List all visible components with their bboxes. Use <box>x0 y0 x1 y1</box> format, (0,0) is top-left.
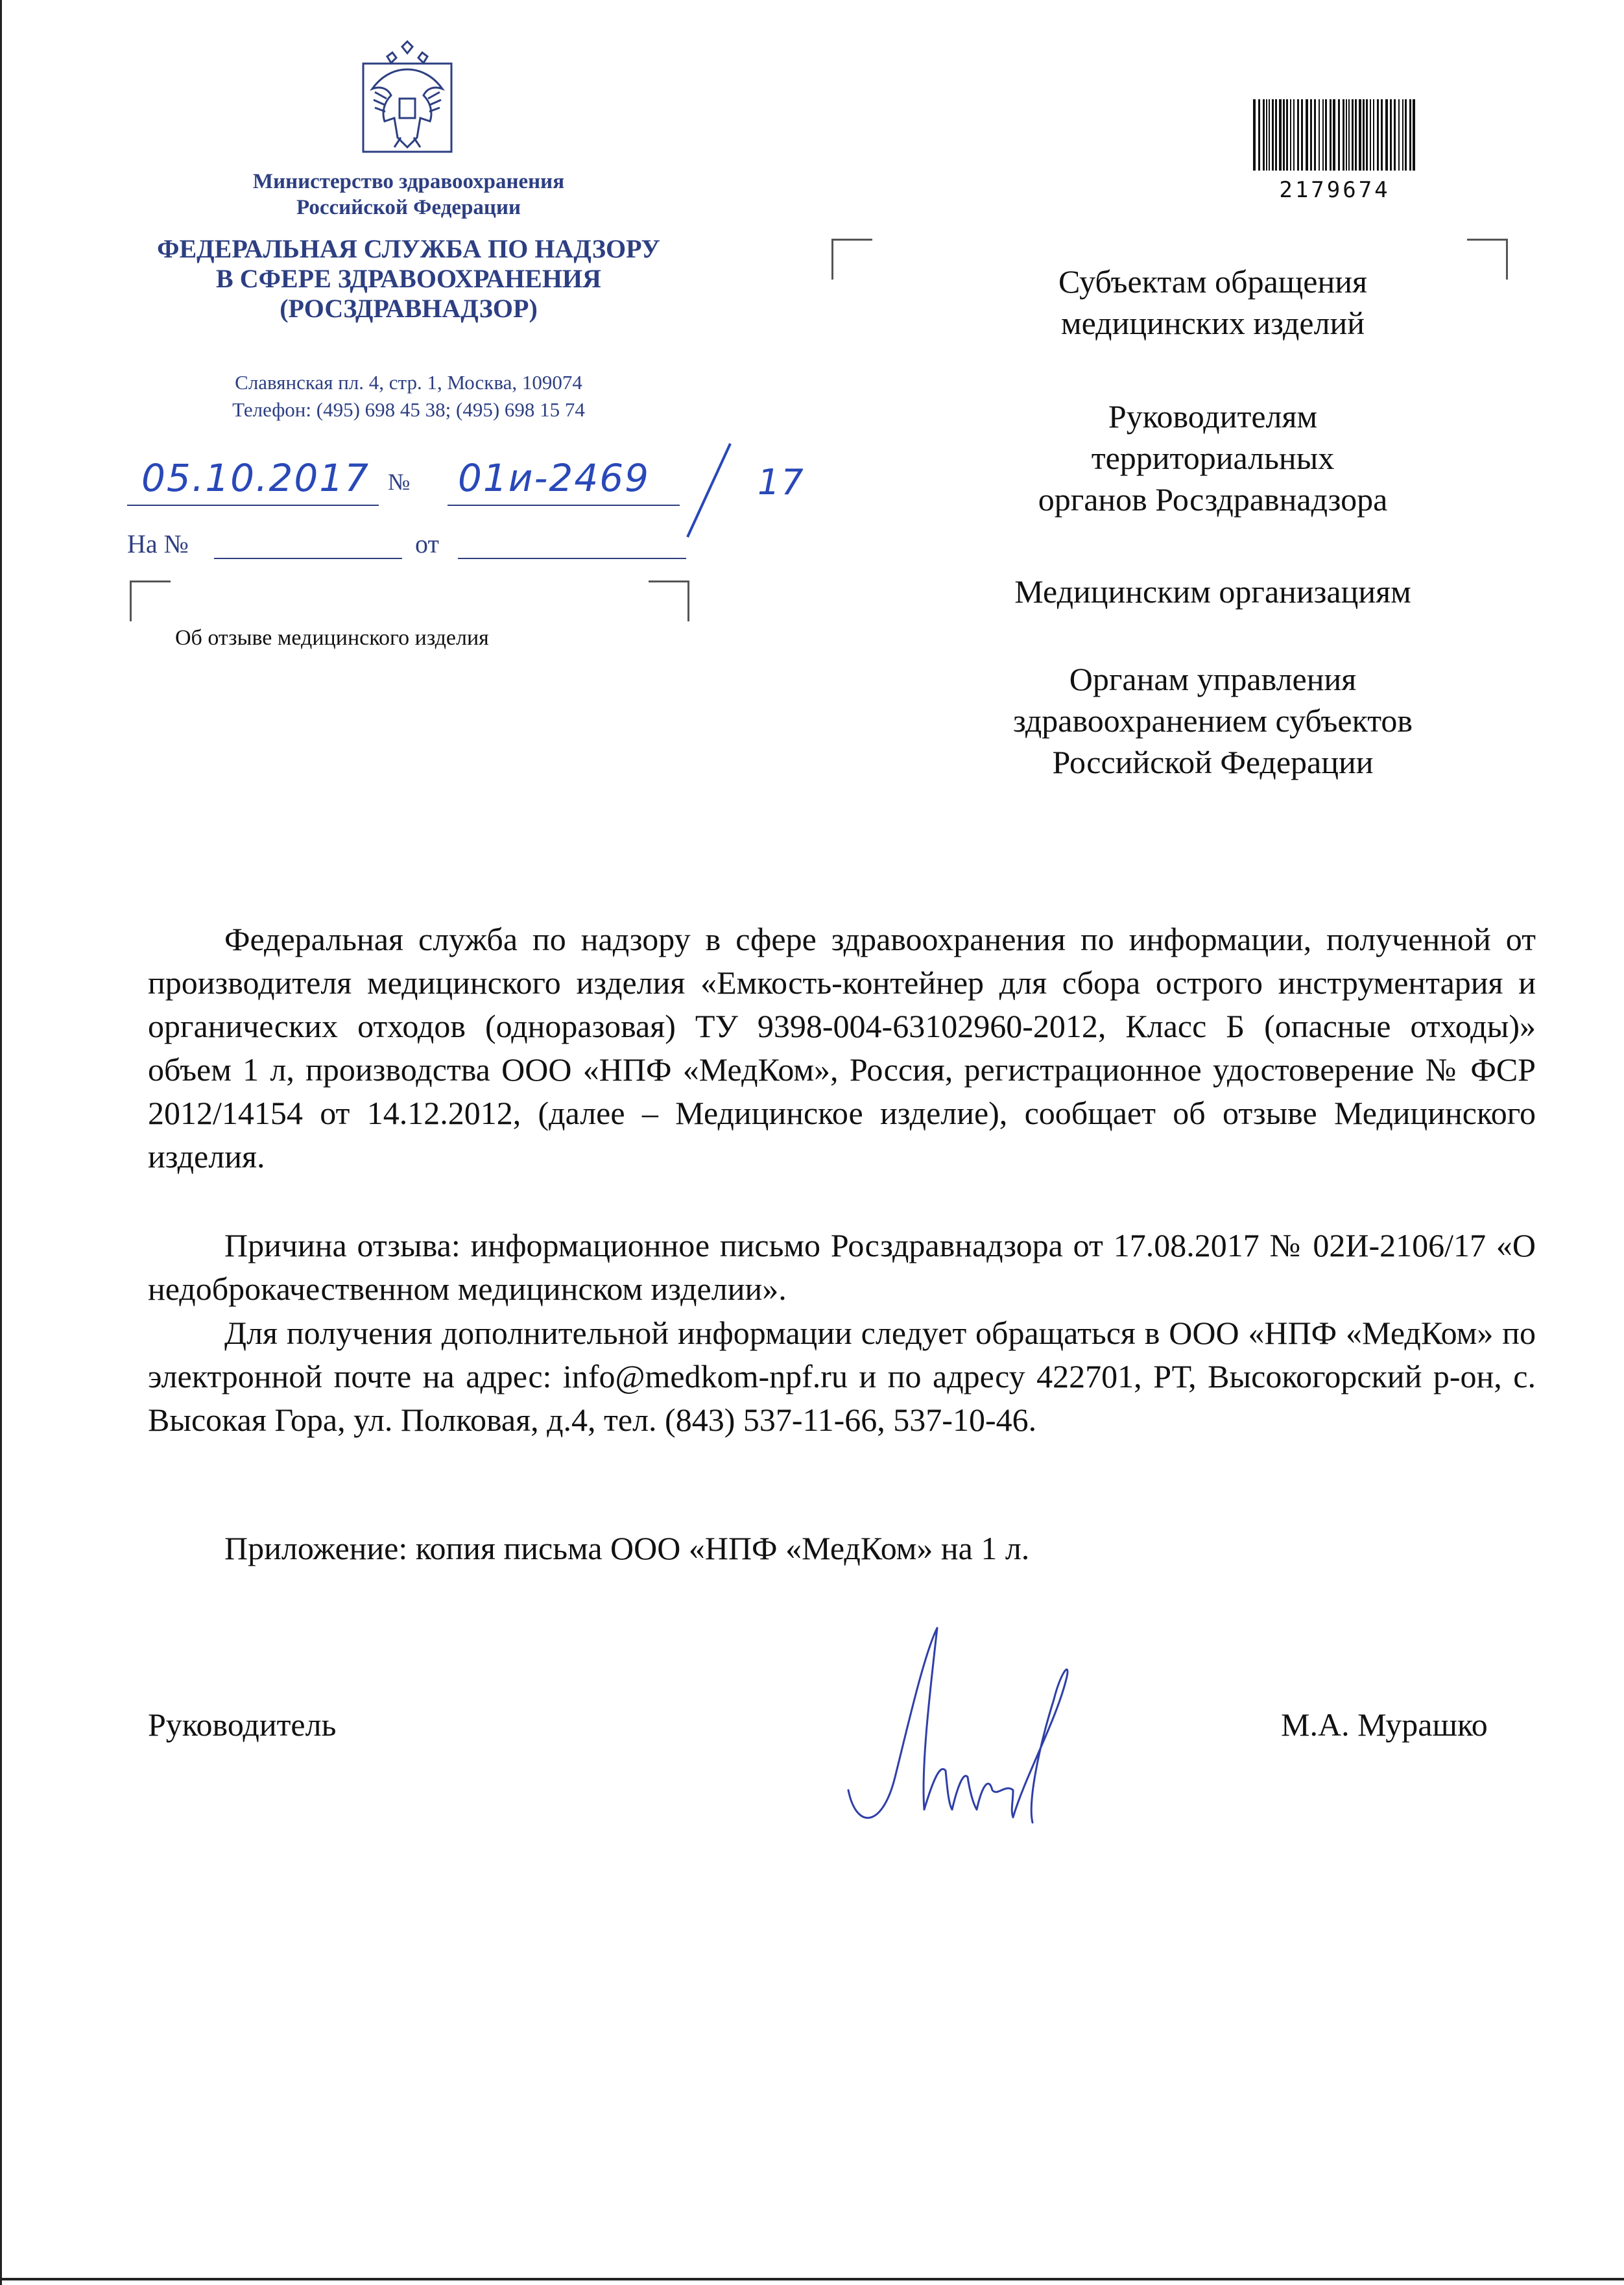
barcode-bar <box>1370 99 1371 171</box>
addressee-line: Субъектам обращения <box>1058 263 1367 300</box>
barcode-bar <box>1402 99 1403 171</box>
appendix-note: Приложение: копия письма ООО «НПФ «МедКом» на 1 л. <box>224 1530 1030 1566</box>
agency-name: (РОСЗДРАВНАДЗОР) <box>280 294 538 323</box>
body-paragraph-text: Причина отзыва: информационное письмо Росздравнадзора от 17.08.2017 № 02И-2106/17 «О недоброкачественном медицинском изделии». <box>148 1227 1536 1307</box>
ref-date-blank <box>458 558 686 559</box>
barcode-bar <box>1338 99 1340 171</box>
barcode-bar <box>1413 99 1415 171</box>
body-paragraph <box>148 1311 1536 1442</box>
barcode-bar <box>1348 99 1350 171</box>
barcode-bar <box>1398 99 1400 171</box>
number-underline <box>448 505 680 506</box>
body-paragraph <box>148 918 1536 1178</box>
barcode-bar <box>1381 99 1383 171</box>
body-paragraph <box>148 1224 1536 1311</box>
body-paragraph-text: Для получения дополнительной информации следует обращаться в ООО «НПФ «МедКом» по электронной почте на адрес: info@medkom-npf.ru и по адресу 422701, РТ, Высокогорский р-он, с. Высокая Гора, ул. Полковая, д.4, тел. (843) 537-11-66, 537-10-46. <box>148 1315 1536 1438</box>
ref-number-blank <box>214 558 402 559</box>
body-paragraph-text: Федеральная служба по надзору в сфере здравоохранения по информации, полученной от производителя медицинского изделия «Емкость-контейнер для сбора острого инструментария и органических отходов (одноразовая) ТУ 9398-004-63102960-2012, Класс Б (опасные отходы)» объем 1 л, производства ООО «НПФ «МедКом», Россия, регистрационное удостоверение № ФСР 2012/14154 от 14.12.2012, (далее – Медицинское изделие), сообщает об отзыве Медицинского изделия. <box>148 921 1536 1175</box>
registration-date: 05.10.2017 <box>141 456 370 500</box>
barcode-bar <box>1333 99 1335 171</box>
barcode-number: 2179674 <box>1279 177 1391 203</box>
barcode-bar <box>1266 99 1267 171</box>
barcode-bars <box>1253 99 1416 171</box>
barcode-bar <box>1253 99 1256 171</box>
barcode-bar <box>1377 99 1379 171</box>
registration-year: 17 <box>758 462 805 503</box>
corner-mark <box>831 239 872 280</box>
page-edge <box>0 0 2 2285</box>
barcode-bar <box>1297 99 1299 171</box>
addressee-block <box>895 658 1531 783</box>
addressee-line: здравоохранением субъектов <box>1012 702 1413 739</box>
agency-address: Славянская пл. 4, стр. 1, Москва, 109074 <box>235 371 582 394</box>
barcode-bar <box>1283 99 1285 171</box>
addressee-block <box>895 396 1531 520</box>
corner-mark <box>130 580 171 621</box>
page-edge <box>0 2278 1624 2280</box>
addressee-line: медицинских изделий <box>1060 305 1365 341</box>
coat-of-arms-icon <box>355 40 459 156</box>
barcode-bar <box>1325 99 1327 171</box>
addressee-line: органов Росздравнадзора <box>1038 481 1388 518</box>
barcode <box>1205 62 1464 232</box>
barcode-bar <box>1385 99 1388 171</box>
barcode-bar <box>1314 99 1316 171</box>
barcode-bar <box>1269 99 1270 171</box>
barcode-bar <box>1343 99 1344 171</box>
barcode-bar <box>1301 99 1303 171</box>
addressee-line: территориальных <box>1091 440 1335 476</box>
addressee-line: Медицинским организациям <box>1014 573 1411 610</box>
barcode-bar <box>1293 99 1295 171</box>
barcode-bar <box>1286 99 1288 171</box>
barcode-bar <box>1279 99 1282 171</box>
barcode-bar <box>1310 99 1312 171</box>
number-sign: № <box>388 469 411 495</box>
addressee-line: Руководителям <box>1108 398 1318 435</box>
registration-number: 01и-2469 <box>458 456 651 500</box>
addressee-line: Российской Федерации <box>1052 744 1374 780</box>
signatory-name: М.А. Мурашко <box>1281 1706 1488 1743</box>
agency-name: В СФЕРЕ ЗДРАВООХРАНЕНИЯ <box>216 264 601 293</box>
ref-from-label: от <box>415 529 439 558</box>
barcode-bar <box>1390 99 1392 171</box>
agency-name: ФЕДЕРАЛЬНАЯ СЛУЖБА ПО НАДЗОРУ <box>157 234 660 263</box>
barcode-bar <box>1322 99 1324 171</box>
addressee-line: Органам управления <box>1069 661 1357 697</box>
handwritten-slash <box>680 440 738 544</box>
barcode-bar <box>1272 99 1274 171</box>
barcode-bar <box>1330 99 1331 171</box>
barcode-bar <box>1306 99 1308 171</box>
signatory-title: Руководитель <box>148 1706 337 1743</box>
barcode-bar <box>1346 99 1347 171</box>
signature-icon <box>843 1615 1128 1836</box>
barcode-bar <box>1275 99 1277 171</box>
ref-number-label: На № <box>127 529 189 558</box>
barcode-bar <box>1355 99 1357 171</box>
agency-phone: Телефон: (495) 698 45 38; (495) 698 15 74 <box>232 398 585 421</box>
letter-subject: Об отзыве медицинского изделия <box>175 626 489 650</box>
barcode-bar <box>1405 99 1407 171</box>
barcode-bar <box>1319 99 1320 171</box>
barcode-bar <box>1366 99 1368 171</box>
date-underline <box>127 505 379 506</box>
addressee-block <box>895 571 1531 612</box>
corner-mark <box>649 580 689 621</box>
ministry-name: Министерство здравоохранения <box>252 170 565 193</box>
barcode-bar <box>1409 99 1411 171</box>
barcode-bar <box>1290 99 1291 171</box>
barcode-bar <box>1373 99 1374 171</box>
barcode-bar <box>1363 99 1365 171</box>
addressee-block <box>895 261 1531 344</box>
barcode-bar <box>1352 99 1354 171</box>
barcode-bar <box>1394 99 1396 171</box>
ministry-name: Российской Федерации <box>296 196 521 219</box>
barcode-bar <box>1258 99 1260 171</box>
barcode-bar <box>1263 99 1265 171</box>
barcode-bar <box>1359 99 1361 171</box>
